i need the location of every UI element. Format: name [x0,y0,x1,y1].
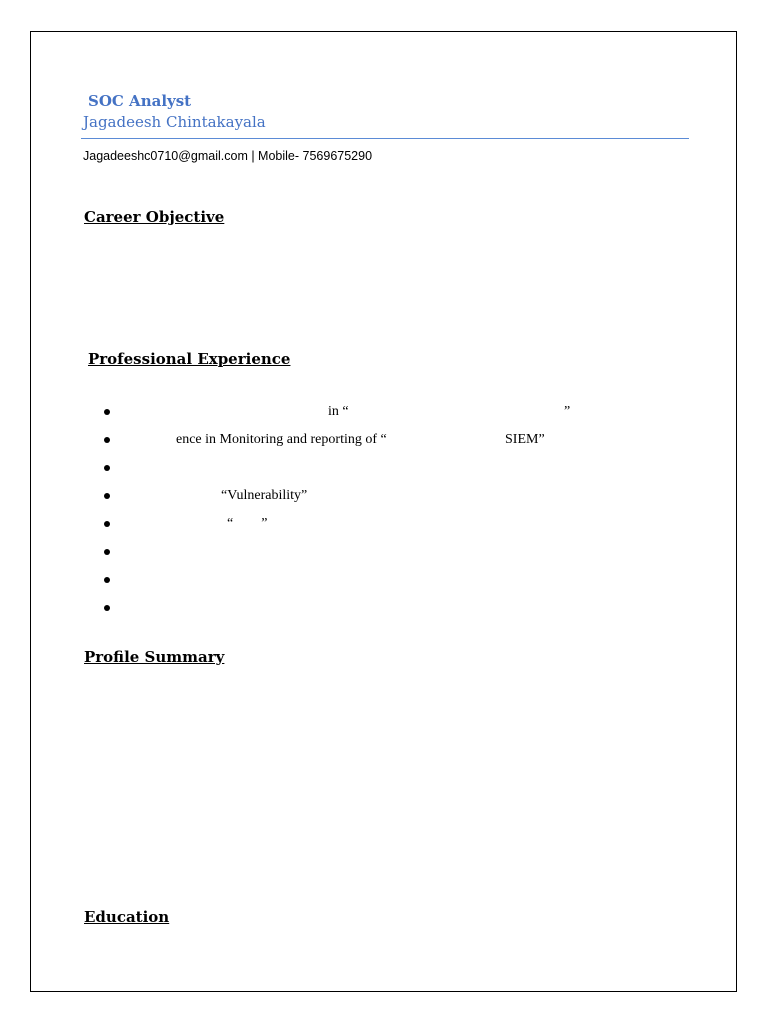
bullet-6 [104,549,110,555]
bullet-4 [104,493,110,499]
experience-fragment: “ ” [227,516,268,531]
professional-experience-heading: Professional Experience [88,350,291,368]
resume-page [30,31,737,992]
profile-summary-heading: Profile Summary [84,648,225,666]
job-title: SOC Analyst [88,92,192,110]
career-objective-heading: Career Objective [84,208,225,226]
experience-fragment: ence in Monitoring and reporting of “ [176,432,387,447]
experience-fragment: “Vulnerability” [221,488,308,503]
bullet-7 [104,577,110,583]
experience-fragment: SIEM” [505,432,545,447]
bullet-8 [104,605,110,611]
contact-info: Jagadeeshc0710@gmail.com | Mobile- 7569675290 [83,149,373,163]
experience-fragment: in “ [328,404,349,419]
bullet-5 [104,521,110,527]
bullet-2 [104,437,110,443]
experience-fragment: ” [564,404,571,419]
bullet-1 [104,409,110,415]
header-divider [81,138,689,139]
candidate-name: Jagadeesh Chintakayala [83,113,266,131]
education-heading: Education [84,908,170,926]
bullet-3 [104,465,110,471]
